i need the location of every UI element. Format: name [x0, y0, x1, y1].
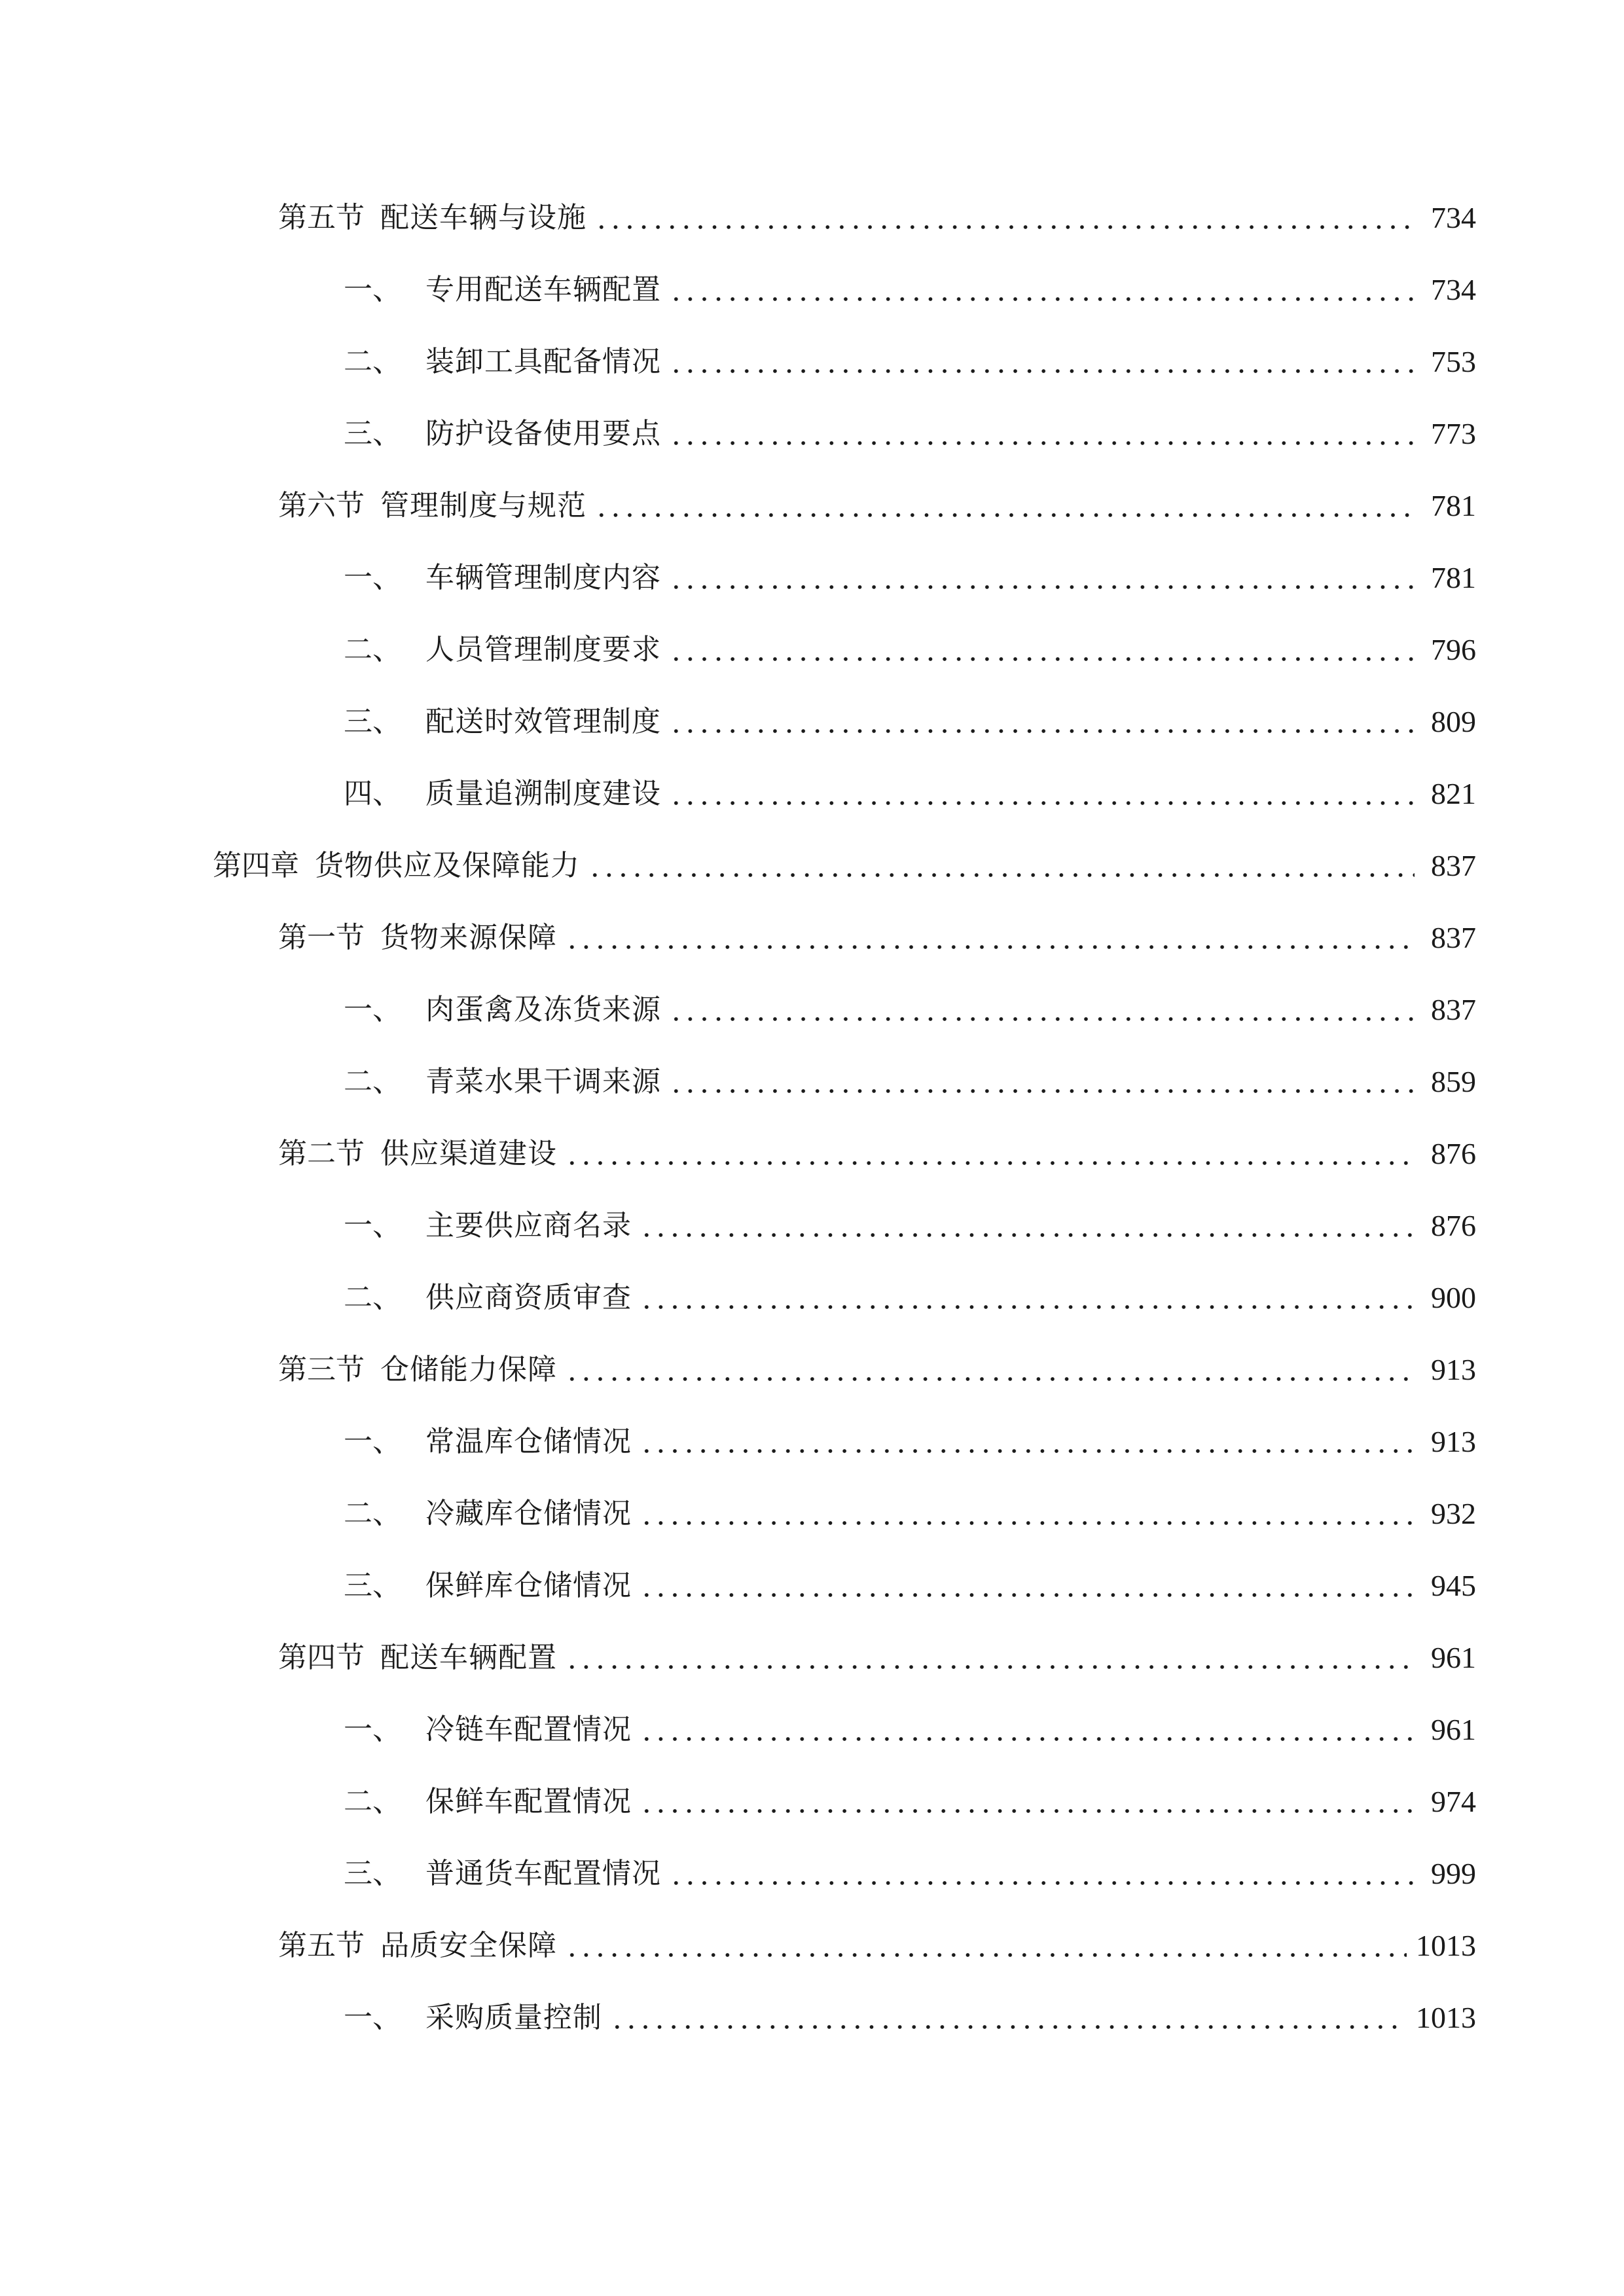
- toc-entry-title: 管理制度与规范: [380, 489, 586, 522]
- dot-leader: [588, 843, 1415, 889]
- toc-entry[interactable]: [278, 1635, 1476, 1681]
- toc-entry-number: 二、: [344, 1065, 401, 1098]
- dot-leader: [669, 339, 1415, 385]
- toc-entry-title: 常温库仓储情况: [425, 1425, 632, 1458]
- toc-entry-page: 961: [1431, 1641, 1476, 1674]
- toc-entry-title: 车辆管理制度内容: [425, 561, 661, 594]
- toc-entry[interactable]: [278, 1347, 1476, 1393]
- toc-entry-number: 一、: [344, 1713, 401, 1746]
- dot-leader: [640, 1275, 1415, 1321]
- toc-entry-title: 冷链车配置情况: [425, 1713, 632, 1746]
- toc-entry[interactable]: [344, 411, 1476, 457]
- dot-leader: [640, 1779, 1415, 1825]
- toc-entry-page: 781: [1431, 561, 1476, 594]
- dot-leader: [669, 267, 1415, 313]
- toc-entry-number: 三、: [344, 1569, 401, 1602]
- toc-entry-title: 专用配送车辆配置: [425, 273, 661, 306]
- toc-entry[interactable]: [278, 483, 1476, 529]
- toc-entry-number: 四、: [344, 777, 401, 810]
- toc-entry-number: 第五节: [278, 1929, 365, 1962]
- toc-entry-page: 945: [1431, 1569, 1476, 1602]
- dot-leader: [669, 1851, 1415, 1897]
- toc-entry-number: 三、: [344, 705, 401, 738]
- toc-entry-title: 采购质量控制: [425, 2001, 602, 2034]
- toc-entry-number: 第二节: [278, 1137, 365, 1170]
- dot-leader: [640, 1419, 1415, 1465]
- toc-entry-page: 876: [1431, 1137, 1476, 1170]
- toc-entry[interactable]: [344, 1563, 1476, 1609]
- toc-entry-page: 734: [1431, 201, 1476, 234]
- dot-leader: [594, 195, 1415, 241]
- toc-entry[interactable]: [344, 555, 1476, 601]
- toc-entry-title: 仓储能力保障: [380, 1353, 557, 1386]
- toc-entry-number: 一、: [344, 1209, 401, 1242]
- toc-entry-title: 保鲜库仓储情况: [425, 1569, 632, 1602]
- toc-entry-number: 第五节: [278, 201, 365, 234]
- toc-entry-page: 1013: [1416, 1929, 1476, 1962]
- toc-entry-page: 809: [1431, 705, 1476, 738]
- toc-entry-page: 796: [1431, 633, 1476, 666]
- toc-entry[interactable]: [278, 195, 1476, 241]
- toc-entry-number: 第三节: [278, 1353, 365, 1386]
- toc-entry[interactable]: [278, 1923, 1476, 1969]
- toc-entry[interactable]: [344, 1203, 1476, 1249]
- toc-entry[interactable]: [344, 987, 1476, 1033]
- dot-leader: [640, 1203, 1415, 1249]
- toc-entry-title: 人员管理制度要求: [425, 633, 661, 666]
- toc-entry-number: 第一节: [278, 921, 365, 954]
- dot-leader: [565, 1635, 1415, 1681]
- dot-leader: [640, 1707, 1415, 1753]
- toc-entry-number: 一、: [344, 1425, 401, 1458]
- toc-entry-page: 781: [1431, 489, 1476, 522]
- toc-entry-title: 供应商资质审查: [425, 1281, 632, 1314]
- dot-leader: [610, 1995, 1407, 2041]
- toc-entry-title: 保鲜车配置情况: [425, 1785, 632, 1818]
- toc-entry-title: 青菜水果干调来源: [425, 1065, 661, 1098]
- toc-entry-number: 第四节: [278, 1641, 365, 1674]
- toc-entry[interactable]: [344, 1851, 1476, 1897]
- toc-entry-page: 900: [1431, 1281, 1476, 1314]
- toc-entry-page: 961: [1431, 1713, 1476, 1746]
- toc-entry-number: 一、: [344, 2001, 401, 2034]
- dot-leader: [669, 699, 1415, 745]
- toc-entry-number: 第六节: [278, 489, 365, 522]
- dot-leader: [565, 1131, 1415, 1177]
- toc-entry-number: 二、: [344, 633, 401, 666]
- toc-entry-page: 821: [1431, 777, 1476, 810]
- toc-entry-title: 防护设备使用要点: [425, 417, 661, 450]
- toc-entry[interactable]: [344, 339, 1476, 385]
- toc-entry-number: 三、: [344, 417, 401, 450]
- toc-entry-page: 876: [1431, 1209, 1476, 1242]
- toc-entry[interactable]: [344, 627, 1476, 673]
- toc-entry-title: 货物供应及保障能力: [315, 849, 580, 882]
- toc-entry-number: 二、: [344, 1785, 401, 1818]
- toc-entry[interactable]: [344, 1275, 1476, 1321]
- toc-entry-page: 734: [1431, 273, 1476, 306]
- dot-leader: [594, 483, 1415, 529]
- toc-entry-page: 859: [1431, 1065, 1476, 1098]
- toc-entry-title: 供应渠道建设: [380, 1137, 557, 1170]
- dot-leader: [640, 1563, 1415, 1609]
- toc-entry-page: 932: [1431, 1497, 1476, 1530]
- toc-entry-title: 肉蛋禽及冻货来源: [425, 993, 661, 1026]
- toc-entry[interactable]: [278, 915, 1476, 961]
- toc-entry[interactable]: [344, 1491, 1476, 1537]
- toc-entry-number: 二、: [344, 345, 401, 378]
- toc-entry-number: 一、: [344, 561, 401, 594]
- toc-entry-title: 配送车辆与设施: [380, 201, 586, 234]
- toc-entry[interactable]: [344, 1995, 1476, 2041]
- toc-entry-title: 质量追溯制度建设: [425, 777, 661, 810]
- toc-entry[interactable]: [344, 1779, 1476, 1825]
- toc-entry-title: 普通货车配置情况: [425, 1857, 661, 1890]
- toc-entry-page: 837: [1431, 921, 1476, 954]
- toc-entry[interactable]: [213, 843, 1476, 889]
- toc-entry-page: 1013: [1416, 2001, 1476, 2034]
- toc-entry[interactable]: [344, 1059, 1476, 1105]
- toc-entry-page: 753: [1431, 345, 1476, 378]
- toc-entry-page: 974: [1431, 1785, 1476, 1818]
- toc-entry-number: 二、: [344, 1281, 401, 1314]
- toc-entry-title: 冷藏库仓储情况: [425, 1497, 632, 1530]
- toc-entry-title: 品质安全保障: [380, 1929, 557, 1962]
- toc-entry-title: 主要供应商名录: [425, 1209, 632, 1242]
- toc-entry-page: 837: [1431, 993, 1476, 1026]
- dot-leader: [669, 627, 1415, 673]
- toc-entry[interactable]: [344, 1419, 1476, 1465]
- toc-entry-page: 837: [1431, 849, 1476, 882]
- toc-entry-number: 三、: [344, 1857, 401, 1890]
- toc-entry-page: 913: [1431, 1353, 1476, 1386]
- toc-entry-number: 一、: [344, 993, 401, 1026]
- toc-entry-number: 第四章: [213, 849, 299, 882]
- dot-leader: [669, 411, 1415, 457]
- toc-entry-number: 二、: [344, 1497, 401, 1530]
- dot-leader: [669, 1059, 1415, 1105]
- dot-leader: [669, 987, 1415, 1033]
- toc-entry-page: 999: [1431, 1857, 1476, 1890]
- toc-entry-page: 773: [1431, 417, 1476, 450]
- toc-entry-title: 货物来源保障: [380, 921, 557, 954]
- dot-leader: [669, 771, 1415, 817]
- toc-entry-title: 配送车辆配置: [380, 1641, 557, 1674]
- toc-entry-title: 配送时效管理制度: [425, 705, 661, 738]
- toc-entry[interactable]: [344, 771, 1476, 817]
- toc-entry[interactable]: [344, 699, 1476, 745]
- dot-leader: [565, 1923, 1407, 1969]
- toc-entry[interactable]: [278, 1131, 1476, 1177]
- toc-entry[interactable]: [344, 267, 1476, 313]
- dot-leader: [565, 1347, 1415, 1393]
- dot-leader: [669, 555, 1415, 601]
- dot-leader: [640, 1491, 1415, 1537]
- toc-entry[interactable]: [344, 1707, 1476, 1753]
- dot-leader: [565, 915, 1415, 961]
- toc-entry-number: 一、: [344, 273, 401, 306]
- toc-entry-title: 装卸工具配备情况: [425, 345, 661, 378]
- toc-entry-page: 913: [1431, 1425, 1476, 1458]
